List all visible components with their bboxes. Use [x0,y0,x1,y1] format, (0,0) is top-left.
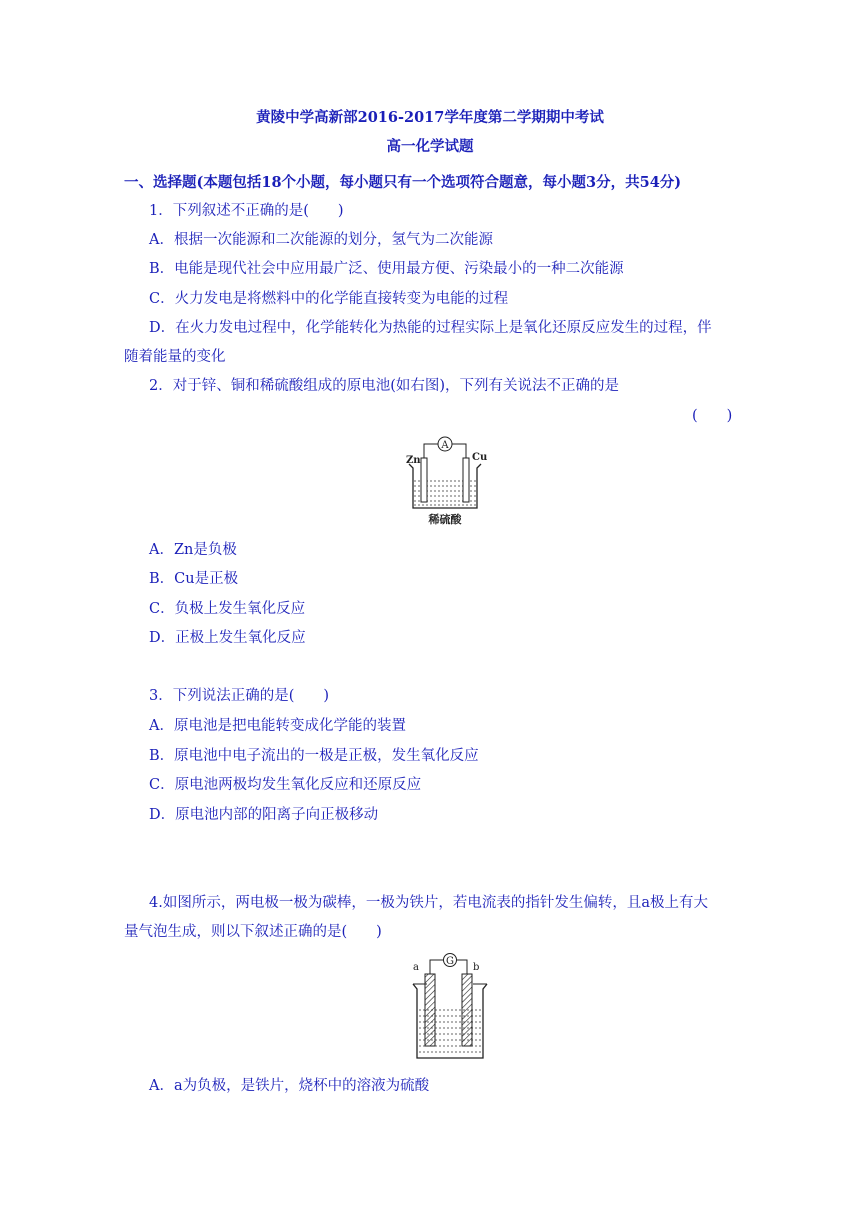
galvanometer-cell-figure [405,946,495,1064]
question-2-option-c: C．负极上发生氧化反应 [149,601,306,617]
ammeter-label: A [441,440,449,451]
question-2-option-a: A．Zn是负极 [149,542,237,558]
question-2-option-d: D．正极上发生氧化反应 [149,630,306,646]
zn-electrode-label: Zn [406,455,421,466]
section-heading: 一、选择题(本题包括18个小题，每小题只有一个选项符合题意，每小题3分，共54分) [124,174,682,191]
question-4-option-a: A．a为负极，是铁片，烧杯中的溶液为硫酸 [149,1078,430,1094]
question-1-option-d-continued: 随着能量的变化 [124,349,226,365]
question-3-option-b: B．原电池中电子流出的一极是正极，发生氧化反应 [149,748,479,764]
question-3-option-c: C．原电池两极均发生氧化反应和还原反应 [149,777,422,793]
question-3-stem: 3．下列说法正确的是( ) [149,688,330,704]
question-1-option-d: D．在火力发电过程中，化学能转化为热能的过程实际上是氧化还原反应发生的过程，伴 [149,320,712,336]
electrode-b-label: b [473,962,480,973]
question-4-stem-line-1: 4.如图所示，两电极一极为碳棒，一极为铁片，若电流表的指针发生偏转，且a极上有大 [149,895,708,911]
electrode-a-label: a [413,962,419,973]
galvanic-cell-figure [400,430,500,526]
question-2-answer-bracket: ( ) [692,408,733,424]
question-3-option-d: D．原电池内部的阳离子向正极移动 [149,807,379,823]
cu-electrode-label: Cu [472,452,488,463]
school-title: 黄陵中学高新部2016-2017学年度第二学期期中考试 [256,109,604,126]
question-1-option-c: C．火力发电是将燃料中的化学能直接转变为电能的过程 [149,291,509,307]
question-4-stem-line-2: 量气泡生成，则以下叙述正确的是( ) [124,924,382,940]
galvanometer-label: G [446,956,454,967]
galvanometer-icon [444,954,457,968]
question-3-option-a: A．原电池是把电能转变成化学能的装置 [149,718,406,734]
ammeter-icon [438,437,452,451]
question-2-stem: 2．对于锌、铜和稀硫酸组成的原电池(如右图)，下列有关说法不正确的是 [149,378,620,394]
question-1-option-b: B．电能是现代社会中应用最广泛、使用最方便、污染最小的一种二次能源 [149,261,624,277]
question-1-stem: 1．下列叙述不正确的是( ) [149,203,344,219]
question-2-option-b: B．Cu是正极 [149,571,239,587]
subject-title: 高一化学试题 [386,138,474,155]
question-1-option-a: A．根据一次能源和二次能源的划分，氢气为二次能源 [149,232,493,248]
figure-caption-dilute-sulfuric-acid: 稀硫酸 [428,513,462,526]
